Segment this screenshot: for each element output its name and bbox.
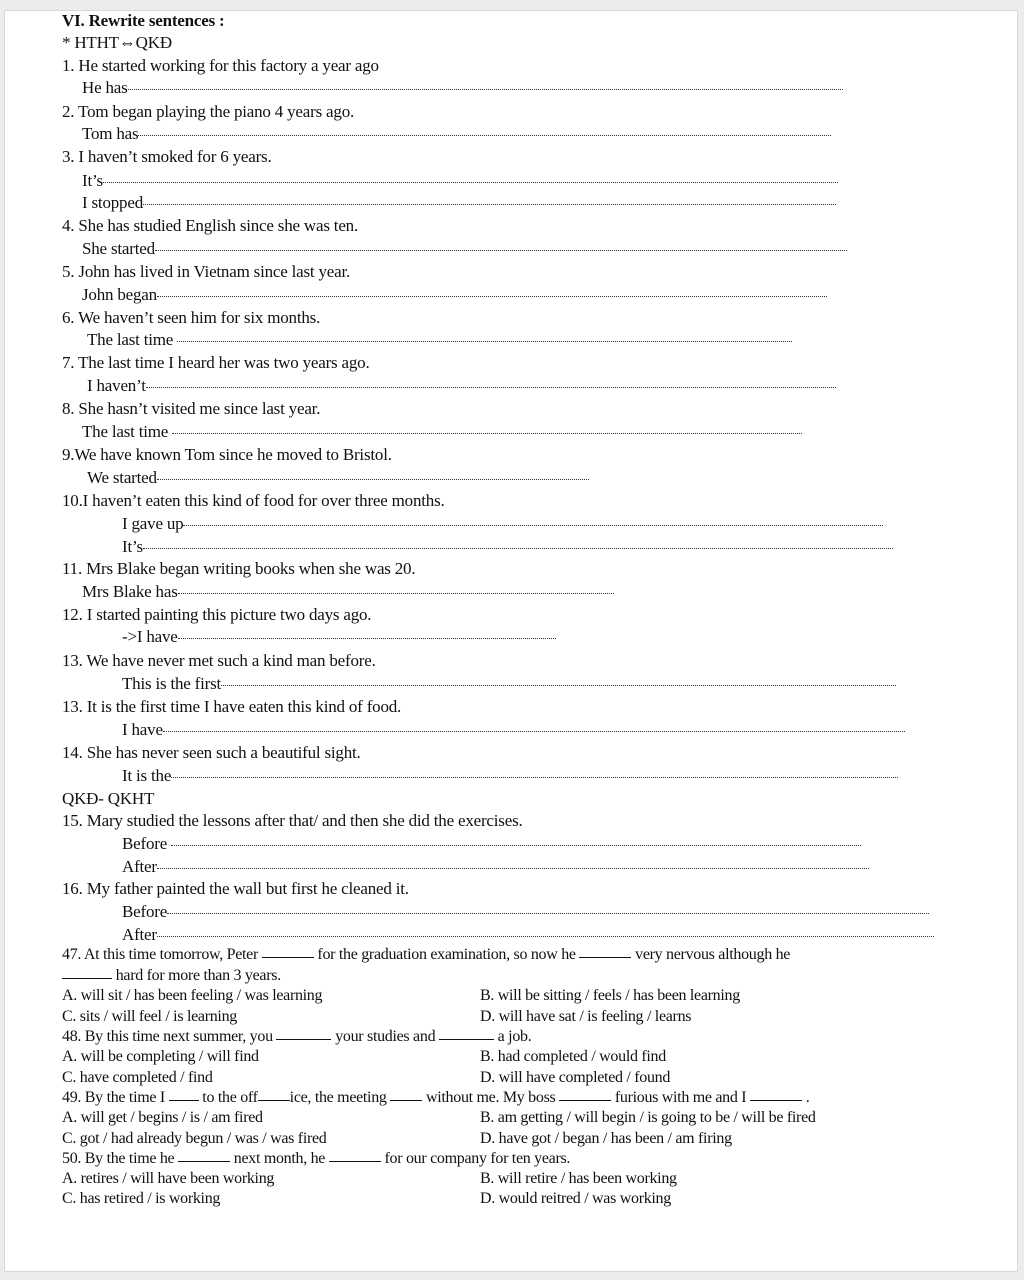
stem-text: 48. By this time next summer, you — [62, 1028, 273, 1045]
dotted-blank[interactable] — [171, 776, 898, 778]
answer-line-13 — [122, 674, 896, 694]
answer-line-7 — [87, 376, 836, 396]
answer-prompt: It is the — [122, 766, 172, 785]
mcq-47-stem — [62, 945, 790, 965]
mcq-50-option-a[interactable]: A. retires / will have been working — [62, 1170, 275, 1187]
question-5: 5. John has lived in Vietnam since last year. — [62, 262, 351, 281]
question-16: 16. My father painted the wall but first he cleaned it. — [62, 879, 409, 898]
stem-text: next month, he — [233, 1150, 326, 1167]
dotted-blank[interactable] — [163, 730, 905, 732]
mcq-49-option-b[interactable]: B. am getting / will begin / is going to be / will be fired — [480, 1109, 816, 1126]
answer-prompt: The last time — [82, 422, 169, 441]
answer-line-16a — [122, 902, 929, 922]
answer-prompt: I haven’t — [87, 376, 146, 395]
answer-prompt: He has — [82, 78, 128, 97]
fill-blank[interactable] — [750, 1088, 802, 1101]
dotted-blank[interactable] — [157, 295, 827, 297]
mcq-50-option-b[interactable]: B. will retire / has been working — [480, 1170, 677, 1187]
fill-blank[interactable] — [559, 1088, 611, 1101]
fill-blank[interactable] — [262, 945, 314, 958]
dotted-blank[interactable] — [146, 386, 836, 388]
answer-line-10a — [122, 514, 883, 534]
fill-blank[interactable] — [258, 1088, 290, 1101]
mcq-48-option-a[interactable]: A. will be completing / will find — [62, 1048, 259, 1065]
question-1: 1. He started working for this factory a year ago — [62, 56, 379, 75]
dotted-blank[interactable] — [143, 547, 893, 549]
dotted-blank[interactable] — [178, 637, 556, 639]
stem-text: for our company for ten years. — [384, 1150, 571, 1167]
answer-prompt: After — [122, 925, 157, 944]
mcq-48-option-d[interactable]: D. will have completed / found — [480, 1069, 671, 1086]
answer-line-9 — [87, 468, 589, 488]
answer-line-12 — [122, 627, 556, 647]
answer-line-11 — [82, 582, 614, 602]
stem-text: to the off — [202, 1089, 258, 1106]
dotted-blank[interactable] — [177, 340, 792, 342]
question-9: 9.We have known Tom since he moved to Bristol. — [62, 445, 392, 464]
question-8: 8. She hasn’t visited me since last year. — [62, 399, 321, 418]
stem-text: furious with me and I — [614, 1089, 747, 1106]
question-15: 15. Mary studied the lessons after that/ and then she did the exercises. — [62, 811, 523, 830]
stem-text: without me. My boss — [426, 1089, 556, 1106]
fill-blank[interactable] — [169, 1088, 199, 1101]
answer-prompt: We started — [87, 468, 157, 487]
stem-text: ice, the meeting — [289, 1089, 387, 1106]
dotted-blank[interactable] — [103, 181, 838, 183]
answer-prompt: She started — [82, 239, 155, 258]
question-7: 7. The last time I heard her was two years ago. — [62, 353, 370, 372]
dotted-blank[interactable] — [143, 203, 836, 205]
question-11: 11. Mrs Blake began writing books when she was 20. — [62, 559, 416, 578]
question-14: 14. She has never seen such a beautiful sight. — [62, 743, 361, 762]
answer-prompt: I have — [122, 720, 163, 739]
answer-prompt: John began — [82, 285, 157, 304]
question-10: 10.I haven’t eaten this kind of food for over three months. — [62, 491, 445, 510]
fill-blank[interactable] — [178, 1149, 230, 1162]
fill-blank[interactable] — [439, 1027, 494, 1040]
stem-text: . — [805, 1089, 810, 1106]
answer-line-2 — [82, 124, 831, 144]
mcq-49-option-a[interactable]: A. will get / begins / is / am fired — [62, 1109, 263, 1126]
question-3: 3. I haven’t smoked for 6 years. — [62, 147, 272, 166]
mcq-49-stem — [62, 1088, 809, 1108]
fill-blank[interactable] — [276, 1027, 331, 1040]
stem-text: hard for more than 3 years. — [115, 967, 281, 984]
answer-line-5 — [82, 285, 827, 305]
dotted-blank[interactable] — [155, 249, 847, 251]
mcq-47-option-d[interactable]: D. will have sat / is feeling / learns — [480, 1008, 692, 1025]
answer-line-8 — [82, 422, 802, 442]
answer-prompt: I stopped — [82, 193, 143, 212]
stem-text: 50. By the time he — [62, 1150, 175, 1167]
stem-text: for the graduation examination, so now he — [317, 946, 576, 963]
question-2: 2. Tom began playing the piano 4 years ago. — [62, 102, 355, 121]
answer-prompt: Before — [122, 902, 168, 921]
answer-line-15b — [122, 857, 869, 877]
mcq-48-option-b[interactable]: B. had completed / would find — [480, 1048, 666, 1065]
dotted-blank[interactable] — [178, 592, 614, 594]
mcq-50-option-c[interactable]: C. has retired / is working — [62, 1190, 221, 1207]
stem-text: very nervous although he — [635, 946, 791, 963]
answer-prompt: Tom has — [82, 124, 139, 143]
stem-text: a job. — [497, 1028, 532, 1045]
answer-line-16b — [122, 925, 934, 945]
mcq-47-option-b[interactable]: B. will be sitting / feels / has been learning — [480, 987, 740, 1004]
answer-prompt: After — [122, 857, 157, 876]
mcq-49-option-d[interactable]: D. have got / began / has been / am firing — [480, 1130, 732, 1147]
mcq-48-option-c[interactable]: C. have completed / find — [62, 1069, 213, 1086]
answer-prompt: It’s — [82, 171, 103, 190]
dotted-blank[interactable] — [183, 524, 883, 526]
answer-prompt: I gave up — [122, 514, 184, 533]
stem-text: your studies and — [335, 1028, 436, 1045]
answer-line-4 — [82, 239, 847, 259]
question-13: 13. We have never met such a kind man before. — [62, 651, 376, 670]
answer-line-1 — [82, 78, 843, 98]
dotted-blank[interactable] — [157, 867, 869, 869]
answer-line-10b — [122, 537, 893, 557]
dotted-blank[interactable] — [172, 432, 802, 434]
answer-prompt: Mrs Blake has — [82, 582, 178, 601]
fill-blank[interactable] — [62, 966, 112, 979]
worksheet-page — [4, 10, 1018, 1272]
answer-line-3b — [82, 193, 836, 213]
dotted-blank[interactable] — [157, 935, 934, 937]
answer-prompt: This is the first — [122, 674, 222, 693]
mcq-47-stem-cont — [62, 966, 281, 986]
mcq-50-option-d[interactable]: D. would reitred / was working — [480, 1190, 671, 1207]
mcq-47-option-a[interactable]: A. will sit / has been feeling / was learning — [62, 987, 323, 1004]
dotted-blank[interactable] — [138, 134, 831, 136]
question-12: 12. I started painting this picture two days ago. — [62, 605, 372, 624]
answer-line-6 — [87, 330, 792, 350]
fill-blank[interactable] — [579, 945, 631, 958]
dotted-blank[interactable] — [171, 844, 861, 846]
dotted-blank[interactable] — [167, 912, 929, 914]
dotted-blank[interactable] — [128, 88, 843, 90]
answer-line-3a — [82, 171, 838, 191]
answer-prompt: ->I have — [122, 627, 178, 646]
mcq-47-option-c[interactable]: C. sits / will feel / is learning — [62, 1008, 237, 1025]
fill-blank[interactable] — [329, 1149, 381, 1162]
question-6: 6. We haven’t seen him for six months. — [62, 308, 321, 327]
mcq-49-option-c[interactable]: C. got / had already begun / was / was fired — [62, 1130, 327, 1147]
question-13b: 13. It is the first time I have eaten this kind of food. — [62, 697, 402, 716]
dotted-blank[interactable] — [221, 684, 896, 686]
answer-line-14 — [122, 766, 898, 786]
answer-prompt: The last time — [87, 330, 174, 349]
mcq-48-stem — [62, 1027, 531, 1047]
stem-text: 49. By the time I — [62, 1089, 165, 1106]
dotted-blank[interactable] — [157, 478, 589, 480]
answer-line-15a — [122, 834, 861, 854]
question-4: 4. She has studied English since she was ten. — [62, 216, 359, 235]
mcq-50-stem — [62, 1149, 570, 1169]
fill-blank[interactable] — [390, 1088, 422, 1101]
section-subtitle: * HTHT⇔QKĐ — [62, 33, 172, 52]
section-2-title: QKĐ- QKHT — [62, 789, 155, 808]
stem-text: 47. At this time tomorrow, Peter — [62, 946, 259, 963]
section-title: VI. Rewrite sentences : — [62, 11, 225, 30]
answer-prompt: It’s — [122, 537, 143, 556]
answer-prompt: Before — [122, 834, 168, 853]
answer-line-13b — [122, 720, 905, 740]
